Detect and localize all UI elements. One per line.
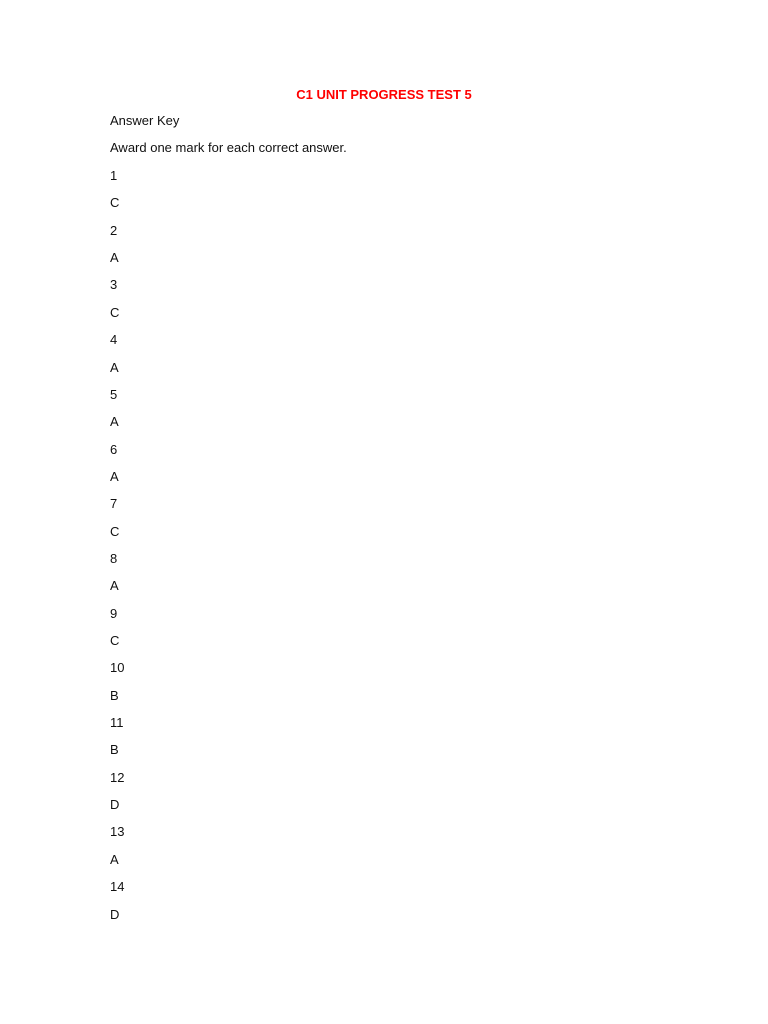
answer-letter: C — [110, 633, 120, 648]
question-number: 2 — [110, 222, 118, 238]
question-number: 3 — [110, 277, 118, 293]
question-number: 1 — [110, 168, 118, 183]
answer-key-heading: Answer Key — [110, 113, 180, 128]
question-number: 11 — [110, 715, 124, 730]
question-number: 9 — [110, 605, 118, 621]
question-number: 6 — [110, 441, 118, 457]
answer-letter: A — [110, 414, 119, 430]
answer-letter: C — [110, 304, 120, 320]
answer-letter: C — [110, 195, 120, 211]
question-number: 4 — [110, 332, 118, 348]
question-number: 12 — [110, 769, 125, 785]
answer-letter: A — [110, 468, 119, 484]
instruction-text: Award one mark for each correct answer. — [110, 140, 347, 155]
answer-letter: D — [110, 906, 120, 922]
question-number: 7 — [110, 496, 118, 512]
question-number: 10 — [110, 660, 125, 676]
question-number: 13 — [110, 824, 125, 840]
answer-letter: A — [110, 851, 119, 867]
answer-letter: B — [110, 687, 119, 703]
answer-letter: A — [110, 250, 119, 266]
page-title: C1 UNIT PROGRESS TEST 5 — [296, 87, 472, 102]
answer-letter: B — [110, 742, 119, 758]
question-number: 8 — [110, 550, 118, 566]
answer-letter: A — [110, 578, 119, 594]
answer-letter: D — [110, 797, 120, 813]
answer-letter: A — [110, 359, 119, 375]
question-number: 5 — [110, 386, 118, 402]
answer-letter: C — [110, 523, 120, 539]
question-number: 14 — [110, 879, 125, 895]
